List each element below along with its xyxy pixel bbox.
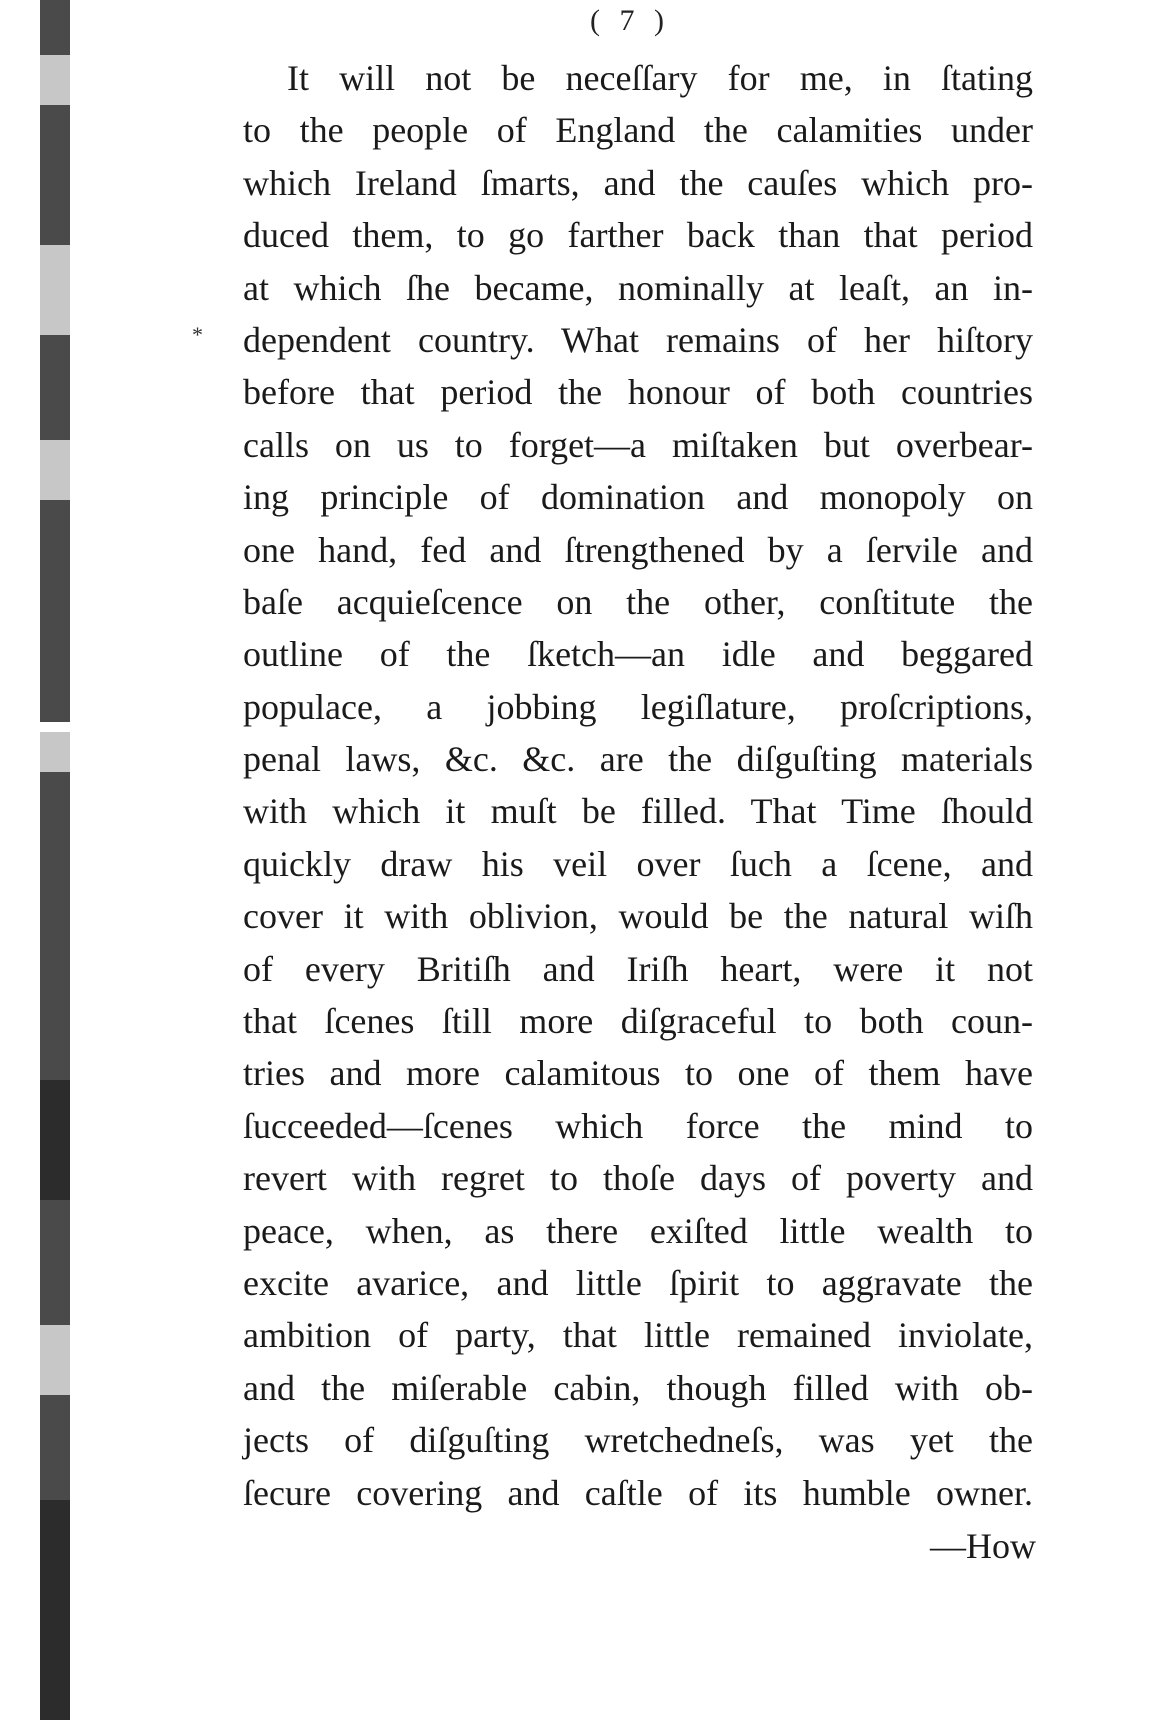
- page-number: ( 7 ): [590, 4, 670, 37]
- text-line: calls on us to forget—a miſtaken but overbear-: [243, 424, 1033, 465]
- text-line: one hand, fed and ſtrengthened by a ſervile and: [243, 529, 1033, 570]
- text-line: and the miſerable cabin, though filled with ob-: [243, 1367, 1033, 1408]
- text-line: jects of diſguſting wretchedneſs, was yet the: [243, 1420, 1033, 1461]
- text-line: penal laws, &c. &c. are the diſguſting materials: [243, 739, 1033, 780]
- text-line: populace, a jobbing legiſlature, proſcriptions,: [243, 686, 1033, 727]
- text-line: with which it muſt be filled. That Time ſhould: [243, 791, 1033, 832]
- catchword: —How: [930, 1526, 1036, 1566]
- text-line: before that period the honour of both countries: [243, 372, 1033, 413]
- text-line: at which ſhe became, nominally at leaſt, an in-: [243, 267, 1033, 308]
- text-line: ambition of party, that little remained inviolate,: [243, 1315, 1033, 1356]
- text-line: cover it with oblivion, would be the natural wiſh: [243, 896, 1033, 937]
- text-line: excite avarice, and little ſpirit to aggravate the: [243, 1262, 1033, 1303]
- text-line: baſe acquieſcence on the other, conſtitute the: [243, 581, 1033, 622]
- text-line: peace, when, as there exiſted little wealth to: [243, 1210, 1033, 1251]
- text-line: quickly draw his veil over ſuch a ſcene, and: [243, 843, 1033, 884]
- text-line: ſucceeded—ſcenes which force the mind to: [243, 1105, 1033, 1146]
- scanned-page-edge: [40, 0, 70, 1717]
- text-line: to the people of England the calamities under: [243, 110, 1033, 151]
- text-line: duced them, to go farther back than that period: [243, 215, 1033, 256]
- text-line: outline of the ſketch—an idle and beggared: [243, 634, 1033, 675]
- body-text: [243, 52, 1033, 1519]
- text-line: which Ireland ſmarts, and the cauſes which pro-: [243, 162, 1033, 203]
- text-line: dependent country. What remains of her hiſtory: [243, 319, 1033, 360]
- text-line: revert with regret to thoſe days of poverty and: [243, 1158, 1033, 1199]
- text-line: It will not be neceſſary for me, in ſtating: [287, 58, 1033, 98]
- text-line: ſecure covering and caſtle of its humble owner.: [243, 1472, 1033, 1513]
- text-line: of every Britiſh and Iriſh heart, were it not: [243, 948, 1033, 989]
- text-line: tries and more calamitous to one of them have: [243, 1053, 1033, 1094]
- text-line: ing principle of domination and monopoly on: [243, 477, 1033, 518]
- text-line: that ſcenes ſtill more diſgraceful to both coun-: [243, 1001, 1033, 1042]
- margin-asterisk: *: [192, 322, 203, 347]
